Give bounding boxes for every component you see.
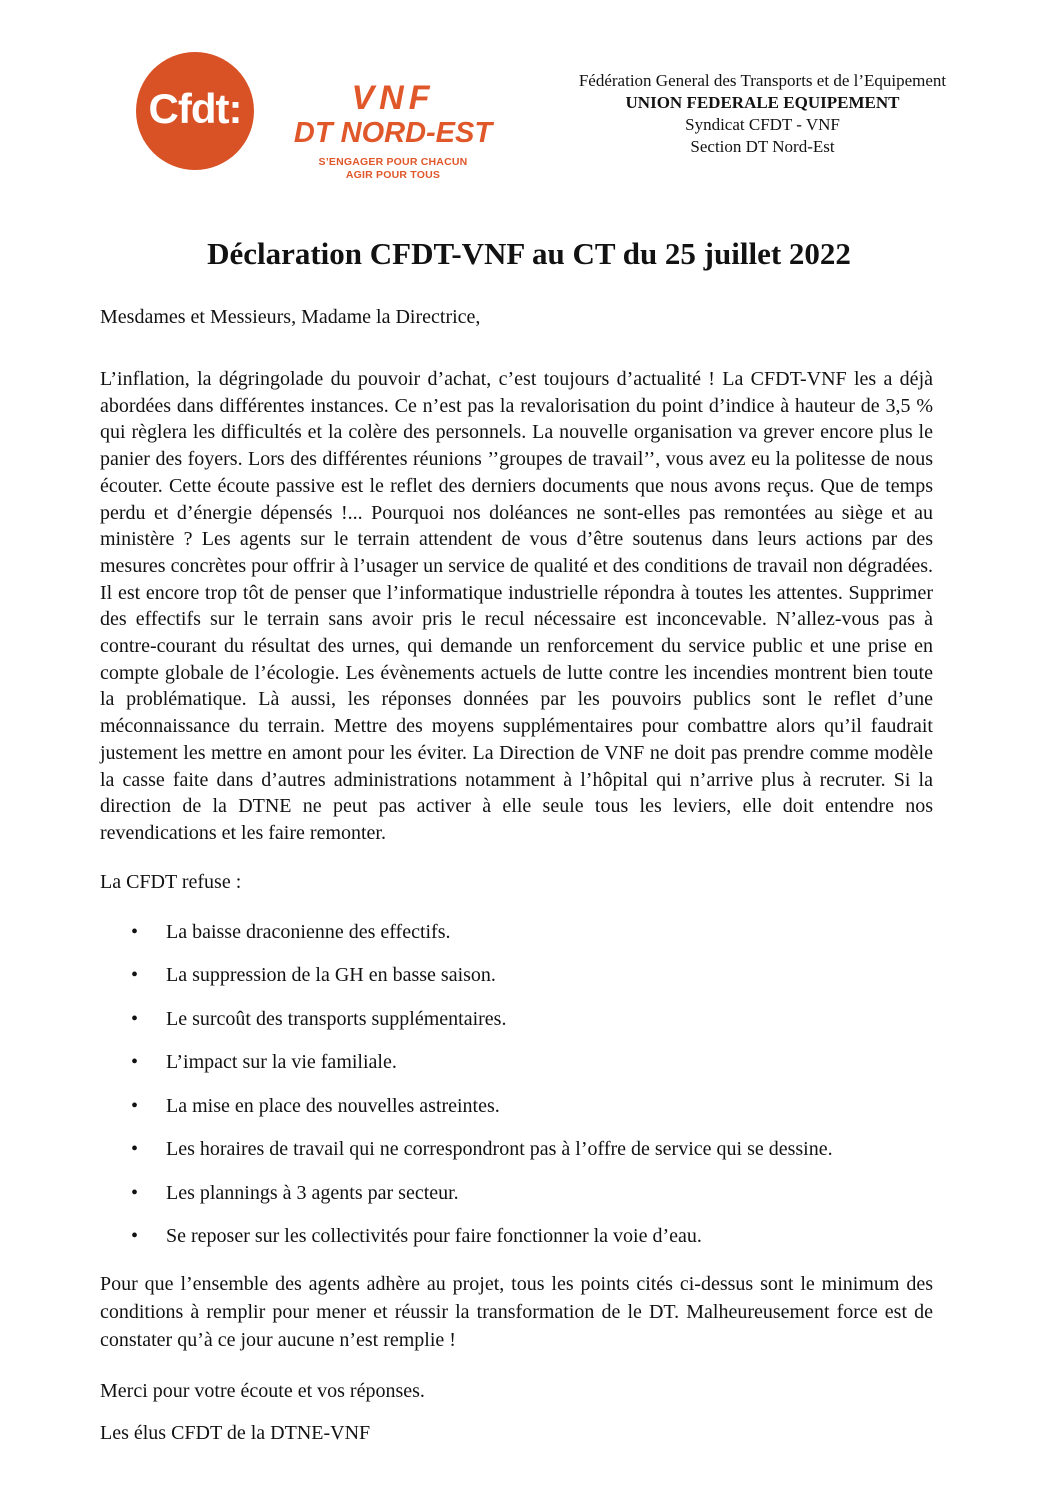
document-title: Déclaration CFDT-VNF au CT du 25 juillet 2022 bbox=[207, 236, 851, 271]
refuse-item: • La mise en place des nouvelles astreintes. bbox=[100, 1093, 933, 1120]
refuse-item: • La baisse draconienne des effectifs. bbox=[100, 919, 933, 946]
closing-paragraph: Pour que l’ensemble des agents adhère au projet, tous les points cités ci-dessus sont le minimum des conditions à remplir pour mener et réussir la transformation de le DT. Malheureusement force est de constater qu’à ce jour aucune n’est remplie ! bbox=[100, 1273, 933, 1352]
refuse-item: • Les horaires de travail qui ne correspondront pas à l’offre de service qui se dessine. bbox=[100, 1136, 933, 1163]
vnf-logo-subtitle: DT NORD-EST bbox=[293, 117, 493, 149]
signature-line: Les élus CFDT de la DTNE-VNF bbox=[100, 1422, 371, 1445]
refuse-list bbox=[100, 919, 933, 1251]
salutation: Mesdames et Messieurs, Madame la Directrice, bbox=[100, 306, 481, 328]
vnf-tagline-line1: S’ENGAGER POUR CHACUN bbox=[318, 156, 468, 168]
refuse-item: • Le surcoût des transports supplémentaires. bbox=[100, 1006, 933, 1033]
vnf-tagline-line2: AGIR POUR TOUS bbox=[345, 169, 441, 181]
refuse-item: • La suppression de la GH en basse saison. bbox=[100, 962, 933, 989]
refuse-item: • L’impact sur la vie familiale. bbox=[100, 1049, 933, 1076]
vnf-logo-title: VNF bbox=[351, 79, 435, 117]
org-syndicat-line: Syndicat CFDT - VNF bbox=[685, 115, 840, 134]
cfdt-logo-text: Cfdt: bbox=[148, 85, 242, 132]
thanks-line: Merci pour votre écoute et vos réponses. bbox=[100, 1380, 425, 1403]
org-federation-line: Fédération General des Transports et de l’Equipement bbox=[578, 71, 947, 90]
org-union-line: UNION FEDERALE EQUIPEMENT bbox=[625, 93, 900, 112]
refuse-item: • Les plannings à 3 agents par secteur. bbox=[100, 1180, 933, 1207]
body-paragraph: L’inflation, la dégringolade du pouvoir d’achat, c’est toujours d’actualité ! La CFDT-VNF les a déjà abordées dans différentes instances. Ce n’est pas la revalorisation du point d’indice à hauteur de 3,5 % qui règlera les difficultés et la colère des personnels. La nouvelle organisation va grever encore plus le panier des foyers. Lors des différentes réunions ’’groupes de travail’’, vous avez eu la politesse de nous écouter. Cette écoute passive est le reflet des derniers documents que nous avons reçus. Que de temps perdu et d’énergie dépensés !... Pourquoi nos doléances ne sont-elles pas remontées au siège et au ministère ? Les agents sur le terrain attendent de vous d’être soutenus dans leurs actions par des mesures concrètes pour offrir à l’usager un service de qualité et des conditions de travail non dégradées. Il est encore trop tôt de penser que l’informatique industrielle répondra à toutes les attentes. Supprimer des effectifs sur le terrain sans avoir pris le recul nécessaire est inconcevable. N’allez-vous pas à contre-courant du résultat des urnes, qui demande un renforcement du service public et une prise en compte globale de l’écologie. Les évènements actuels de lutte contre les incendies montrent bien toute la problématique. Là aussi, les réponses données par les pouvoirs publics sont le reflet d’une méconnaissance du terrain. Mettre des moyens supplémentaires pour combattre alors qu’il faudrait justement les mettre en amont pour les éviter. La Direction de VNF ne doit pas prendre comme modèle la casse faite dans d’autres administrations notamment à l’hôpital qui n’arrive plus à recruter. Si la direction de la DTNE ne peut pas activer à elle seule tous les leviers, elle doit entendre nos revendications et les faire remonter. bbox=[100, 368, 933, 844]
document-content bbox=[100, 0, 933, 1447]
org-section-line: Section DT Nord-Est bbox=[690, 137, 835, 156]
refuse-heading: La CFDT refuse : bbox=[100, 870, 242, 893]
refuse-item: • Se reposer sur les collectivités pour faire fonctionner la voie d’eau. bbox=[100, 1223, 933, 1250]
